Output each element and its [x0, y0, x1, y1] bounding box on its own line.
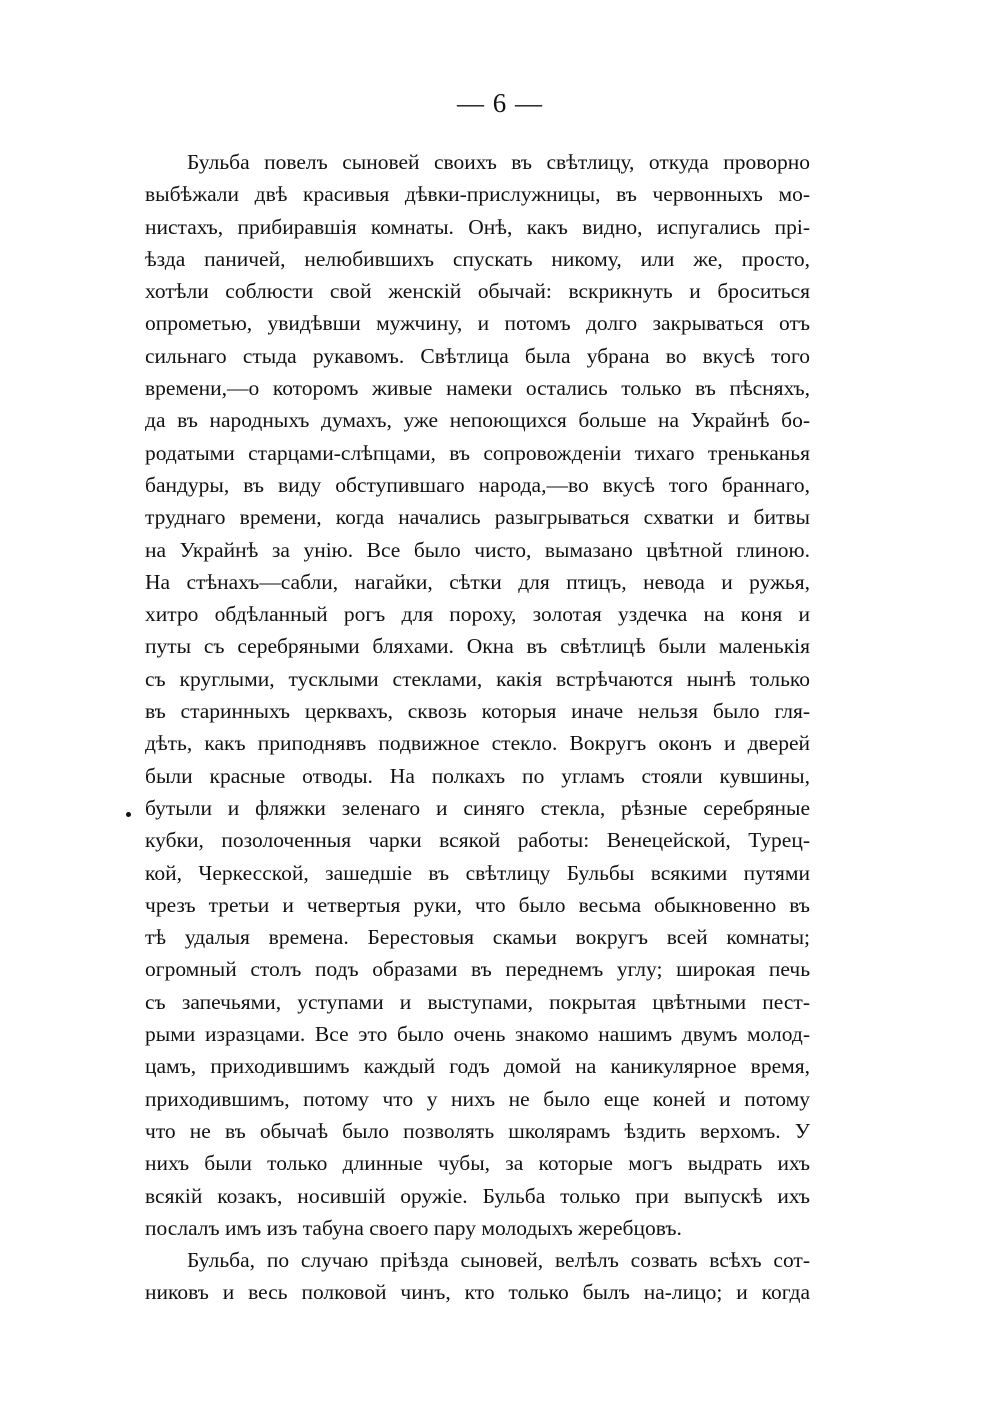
text-line: цамъ, приходившимъ каждый годъ домой на каникулярное время,: [145, 1054, 810, 1079]
text-line: времени,—о которомъ живые намеки остались только въ пѣсняхъ,: [145, 376, 810, 401]
paragraph-1: [145, 146, 810, 1244]
text-line: огромный столъ подъ образами въ переднемъ углу; широкая печь: [145, 957, 810, 982]
text-line: кубки, позолоченныя чарки всякой работы: Венецейской, Турец-: [145, 828, 810, 853]
text-line: сильнаго стыда рукавомъ. Свѣтлица была убрана во вкусѣ того: [145, 343, 810, 368]
text-line: родатыми старцами-слѣпцами, въ сопровожденіи тихаго треньканья: [145, 440, 810, 465]
text-line: нихъ были только длинные чубы, за которые могъ выдрать ихъ: [145, 1151, 810, 1176]
text-line: Бульба, по случаю пріѣзда сыновей, велѣлъ созвать всѣхъ сот-: [187, 1248, 810, 1273]
page-number: — 6 —: [457, 88, 543, 118]
text-line: послалъ имъ изъ табуна своего пару молодыхъ жеребцовъ.: [145, 1215, 682, 1240]
text-line: кой, Черкесской, зашедшіе въ свѣтлицу Бульбы всякими путями: [145, 860, 810, 885]
text-line: нистахъ, прибиравшія комнаты. Онѣ, какъ видно, испугались прі-: [145, 214, 810, 239]
text-line: опрометью, увидѣвши мужчину, и потомъ долго закрываться отъ: [145, 311, 810, 336]
text-line: на Украйнѣ за унію. Все было чисто, вымазано цвѣтной глиною.: [145, 537, 810, 562]
text-line: бандуры, въ виду обступившаго народа,—во вкусѣ того браннаго,: [145, 472, 810, 497]
text-line: Бульба повелъ сыновей своихъ въ свѣтлицу, откуда проворно: [187, 150, 810, 174]
text-line: хотѣли соблюсти свой женскій обычай: вскрикнуть и броситься: [145, 279, 810, 304]
text-line: что не въ обычаѣ было позволять школярамъ ѣздить верхомъ. У: [145, 1118, 810, 1143]
text-line: тѣ удалыя времена. Берестовыя скамьи вокругъ всей комнаты;: [145, 925, 810, 950]
body-text: [145, 146, 810, 1309]
text-line: съ запечьями, уступами и выступами, покрытая цвѣтными пест-: [145, 989, 810, 1014]
text-line: рыми изразцами. Все это было очень знакомо нашимъ двумъ молод-: [145, 1022, 810, 1047]
paragraph-2: [145, 1244, 810, 1309]
text-line: всякій козакъ, носившій оружіе. Бульба только при выпускѣ ихъ: [145, 1183, 810, 1208]
text-line: были красные отводы. На полкахъ по угламъ стояли кувшины,: [145, 763, 810, 788]
text-line: чрезъ третьи и четвертыя руки, что было весьма обыкновенно въ: [145, 892, 810, 917]
text-line: дѣть, какъ приподнявъ подвижное стекло. Вокругъ оконъ и дверей: [145, 731, 810, 756]
text-line: съ круглыми, тусклыми стеклами, какія встрѣчаются нынѣ только: [145, 666, 810, 691]
ink-speck: [126, 812, 131, 817]
text-line: хитро обдѣланный рогъ для пороху, золотая уздечка на коня и: [145, 602, 810, 627]
text-line: никовъ и весь полковой чинъ, кто только былъ на-лицо; и когда: [145, 1280, 810, 1305]
text-line: да въ народныхъ думахъ, уже непоющихся больше на Украйнѣ бо-: [145, 408, 810, 433]
text-line: ѣзда паничей, нелюбившихъ спускать никому, или же, просто,: [145, 246, 810, 271]
text-line: путы съ серебряными бляхами. Окна въ свѣтлицѣ были маленькія: [145, 634, 810, 659]
text-line: бутыли и фляжки зеленаго и синяго стекла, рѣзные серебряные: [145, 795, 810, 820]
text-line: приходившимъ, потому что у нихъ не было еще коней и потому: [145, 1086, 810, 1111]
text-line: На стѣнахъ—сабли, нагайки, сѣтки для птицъ, невода и ружья,: [145, 569, 810, 594]
text-line: въ старинныхъ церквахъ, сквозь которыя иначе нельзя было гля-: [145, 699, 810, 724]
text-line: выбѣжали двѣ красивыя дѣвки-прислужницы, въ червонныхъ мо-: [145, 182, 810, 207]
text-line: труднаго времени, когда начались разыгрываться схватки и битвы: [145, 505, 810, 530]
